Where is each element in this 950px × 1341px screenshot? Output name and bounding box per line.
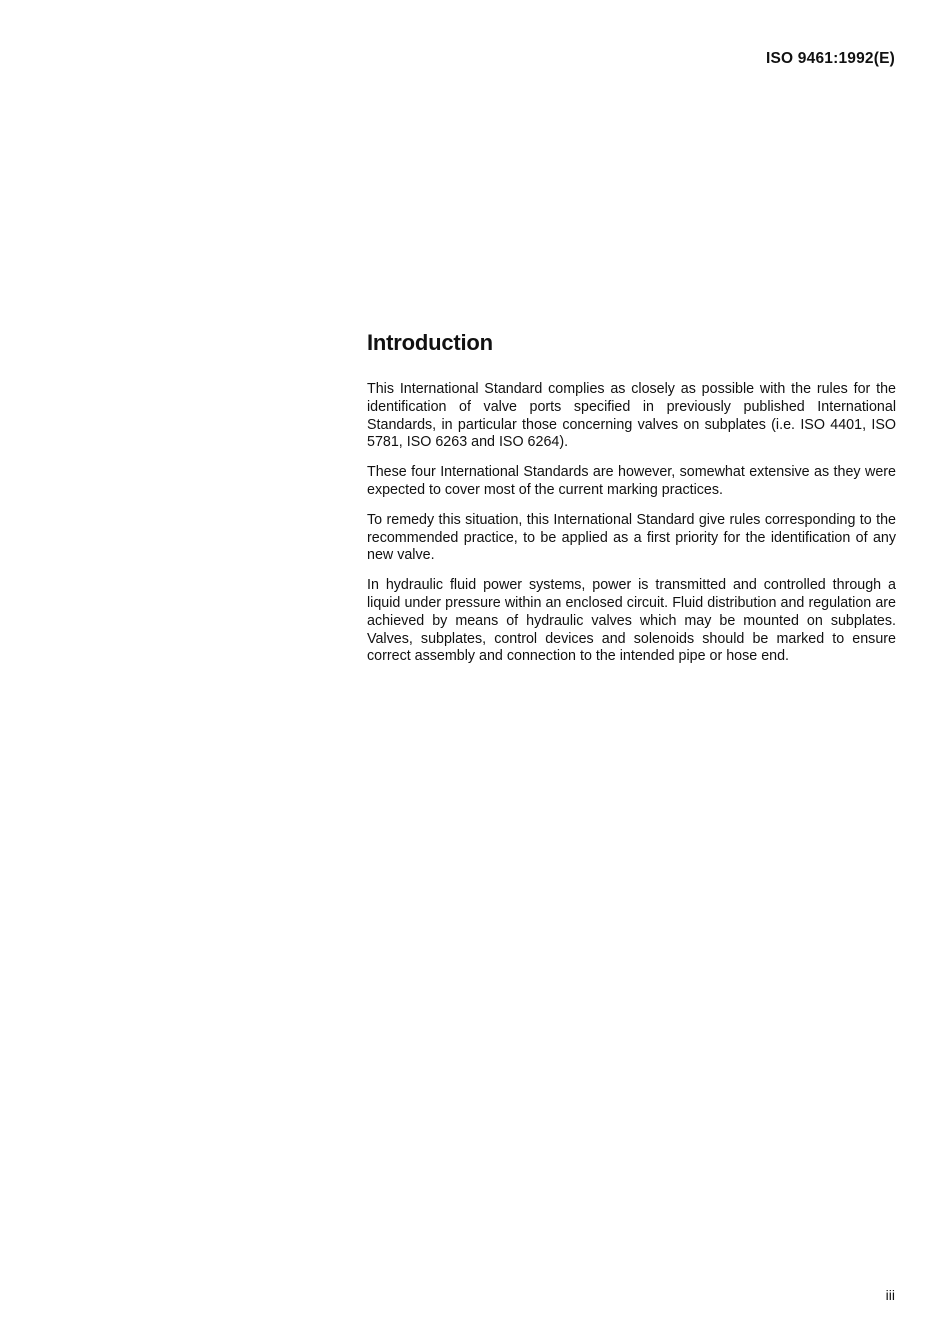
introduction-section [367, 330, 896, 678]
intro-paragraph-2: These four International Standards are however, somewhat extensive as they were expected to cover most of the current marking practices. [367, 464, 896, 498]
section-title: Introduction [367, 330, 493, 355]
document-id-header: ISO 9461:1992(E) [766, 50, 895, 67]
intro-paragraph-3: To remedy this situation, this International Standard give rules corresponding to the recommended practice, to be applied as a first priority for the identification of any new valve. [367, 511, 896, 564]
intro-paragraph-4: In hydraulic fluid power systems, power is transmitted and controlled through a liquid under pressure within an enclosed circuit. Fluid distribution and regulation are achieved by means of hydraulic valves which may be mounted on subplates. Valves, subplates, control devices and solenoids should be marked to ensure correct assembly and connection to the intended pipe or hose end. [367, 577, 896, 665]
intro-paragraph-1: This International Standard complies as closely as possible with the rules for the identification of valve ports specified in previously published International Standards, in particular those concerning valves on subplates (i.e. ISO 4401, ISO 5781, ISO 6263 and ISO 6264). [367, 381, 896, 451]
page-number: iii [885, 1287, 895, 1303]
